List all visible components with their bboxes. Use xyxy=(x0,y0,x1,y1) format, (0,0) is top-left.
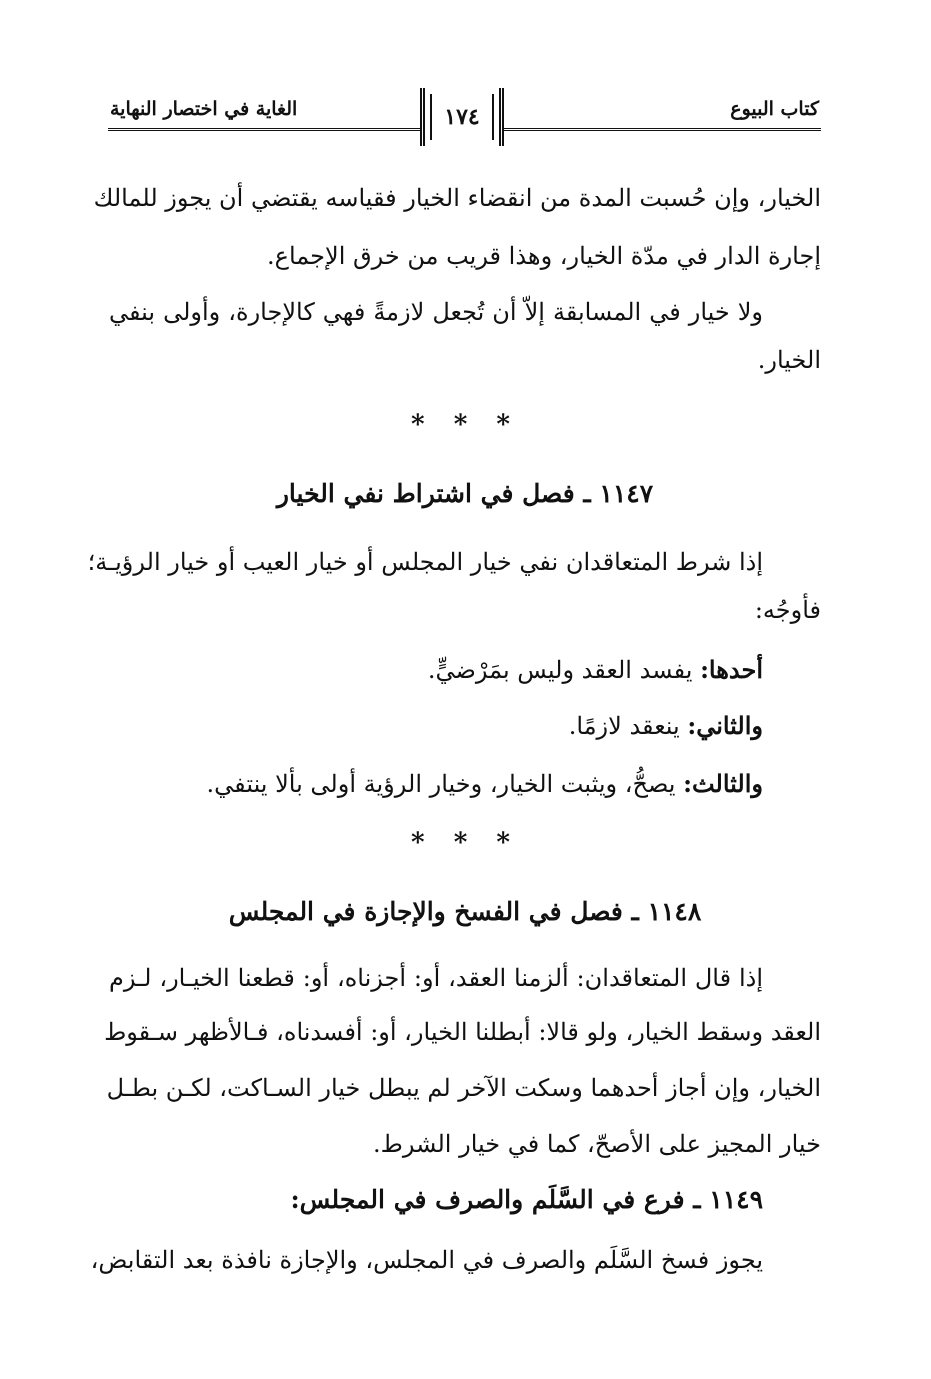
section-1148-line-2: العقد وسقط الخيار، ولو قالا: أبطلنا الخيار، أو: أفسدناه، فـالأظهر سـقوط xyxy=(104,1018,821,1046)
item-label: أحدها: xyxy=(700,655,763,684)
list-item xyxy=(51,706,763,746)
para1-line-1: الخيار، وإن حُسبت المدة من انقضاء الخيار فقياسه يقتضي أن يجوز للمالك xyxy=(93,184,821,212)
para2-line-1: ولا خيار في المسابقة إلاّ أن تُجعل لازمةً فهي كالإجارة، وأولى بنفي xyxy=(109,298,763,326)
section-1148-line-1: إذا قال المتعاقدان: ألزمنا العقد، أو: أجزناه، أو: قطعنا الخيـار، لـزم xyxy=(109,964,763,992)
section-separator: * * * xyxy=(411,828,520,858)
section-1147-intro-line-1: إذا شرط المتعاقدان نفي خيار المجلس أو خيار العيب أو خيار الرؤيـة؛ xyxy=(87,548,763,576)
section-1148-line-4: خيار المجيز على الأصحّ، كما في خيار الشرط. xyxy=(373,1130,821,1158)
para2-line-2: الخيار. xyxy=(757,346,821,374)
list-item xyxy=(51,764,763,804)
running-header xyxy=(108,88,821,138)
chapter-title: كتاب البيوع xyxy=(730,98,819,120)
item-text: ينعقد لازمًا. xyxy=(568,712,688,740)
section-1147-heading: ١١٤٧ ـ فصل في اشتراط نفي الخيار xyxy=(276,479,654,508)
book-title: الغاية في اختصار النهاية xyxy=(110,98,298,120)
list-item xyxy=(51,650,763,690)
item-text: يفسد العقد وليس بمَرْضيٍّ. xyxy=(427,656,701,684)
para1-line-2: إجارة الدار في مدّة الخيار، وهذا قريب من خرق الإجماع. xyxy=(267,242,821,270)
item-text: يصحُّ، ويثبت الخيار، وخيار الرؤية أولى بألا ينتفي. xyxy=(206,770,684,798)
section-1148-heading: ١١٤٨ ـ فصل في الفسخ والإجازة في المجلس xyxy=(228,897,702,926)
section-1148-line-3: الخيار، وإن أجاز أحدهما وسكت الآخر لم يبطل خيار السـاكت، لكـن بطـل xyxy=(106,1074,821,1102)
page-number: ١٧٤ xyxy=(444,104,480,130)
section-1149-heading: ١١٤٩ ـ فرع في السَّلَم والصرف في المجلس: xyxy=(290,1185,763,1214)
item-label: والثاني: xyxy=(687,711,763,740)
item-label: والثالث: xyxy=(683,769,763,798)
section-separator: * * * xyxy=(411,410,520,440)
section-1147-intro-line-2: فأوجُه: xyxy=(754,596,821,624)
page-number-frame xyxy=(420,88,504,146)
section-1149-line-1: يجوز فسخ السَّلَم والصرف في المجلس، والإجازة نافذة بعد التقابض، xyxy=(90,1246,763,1274)
